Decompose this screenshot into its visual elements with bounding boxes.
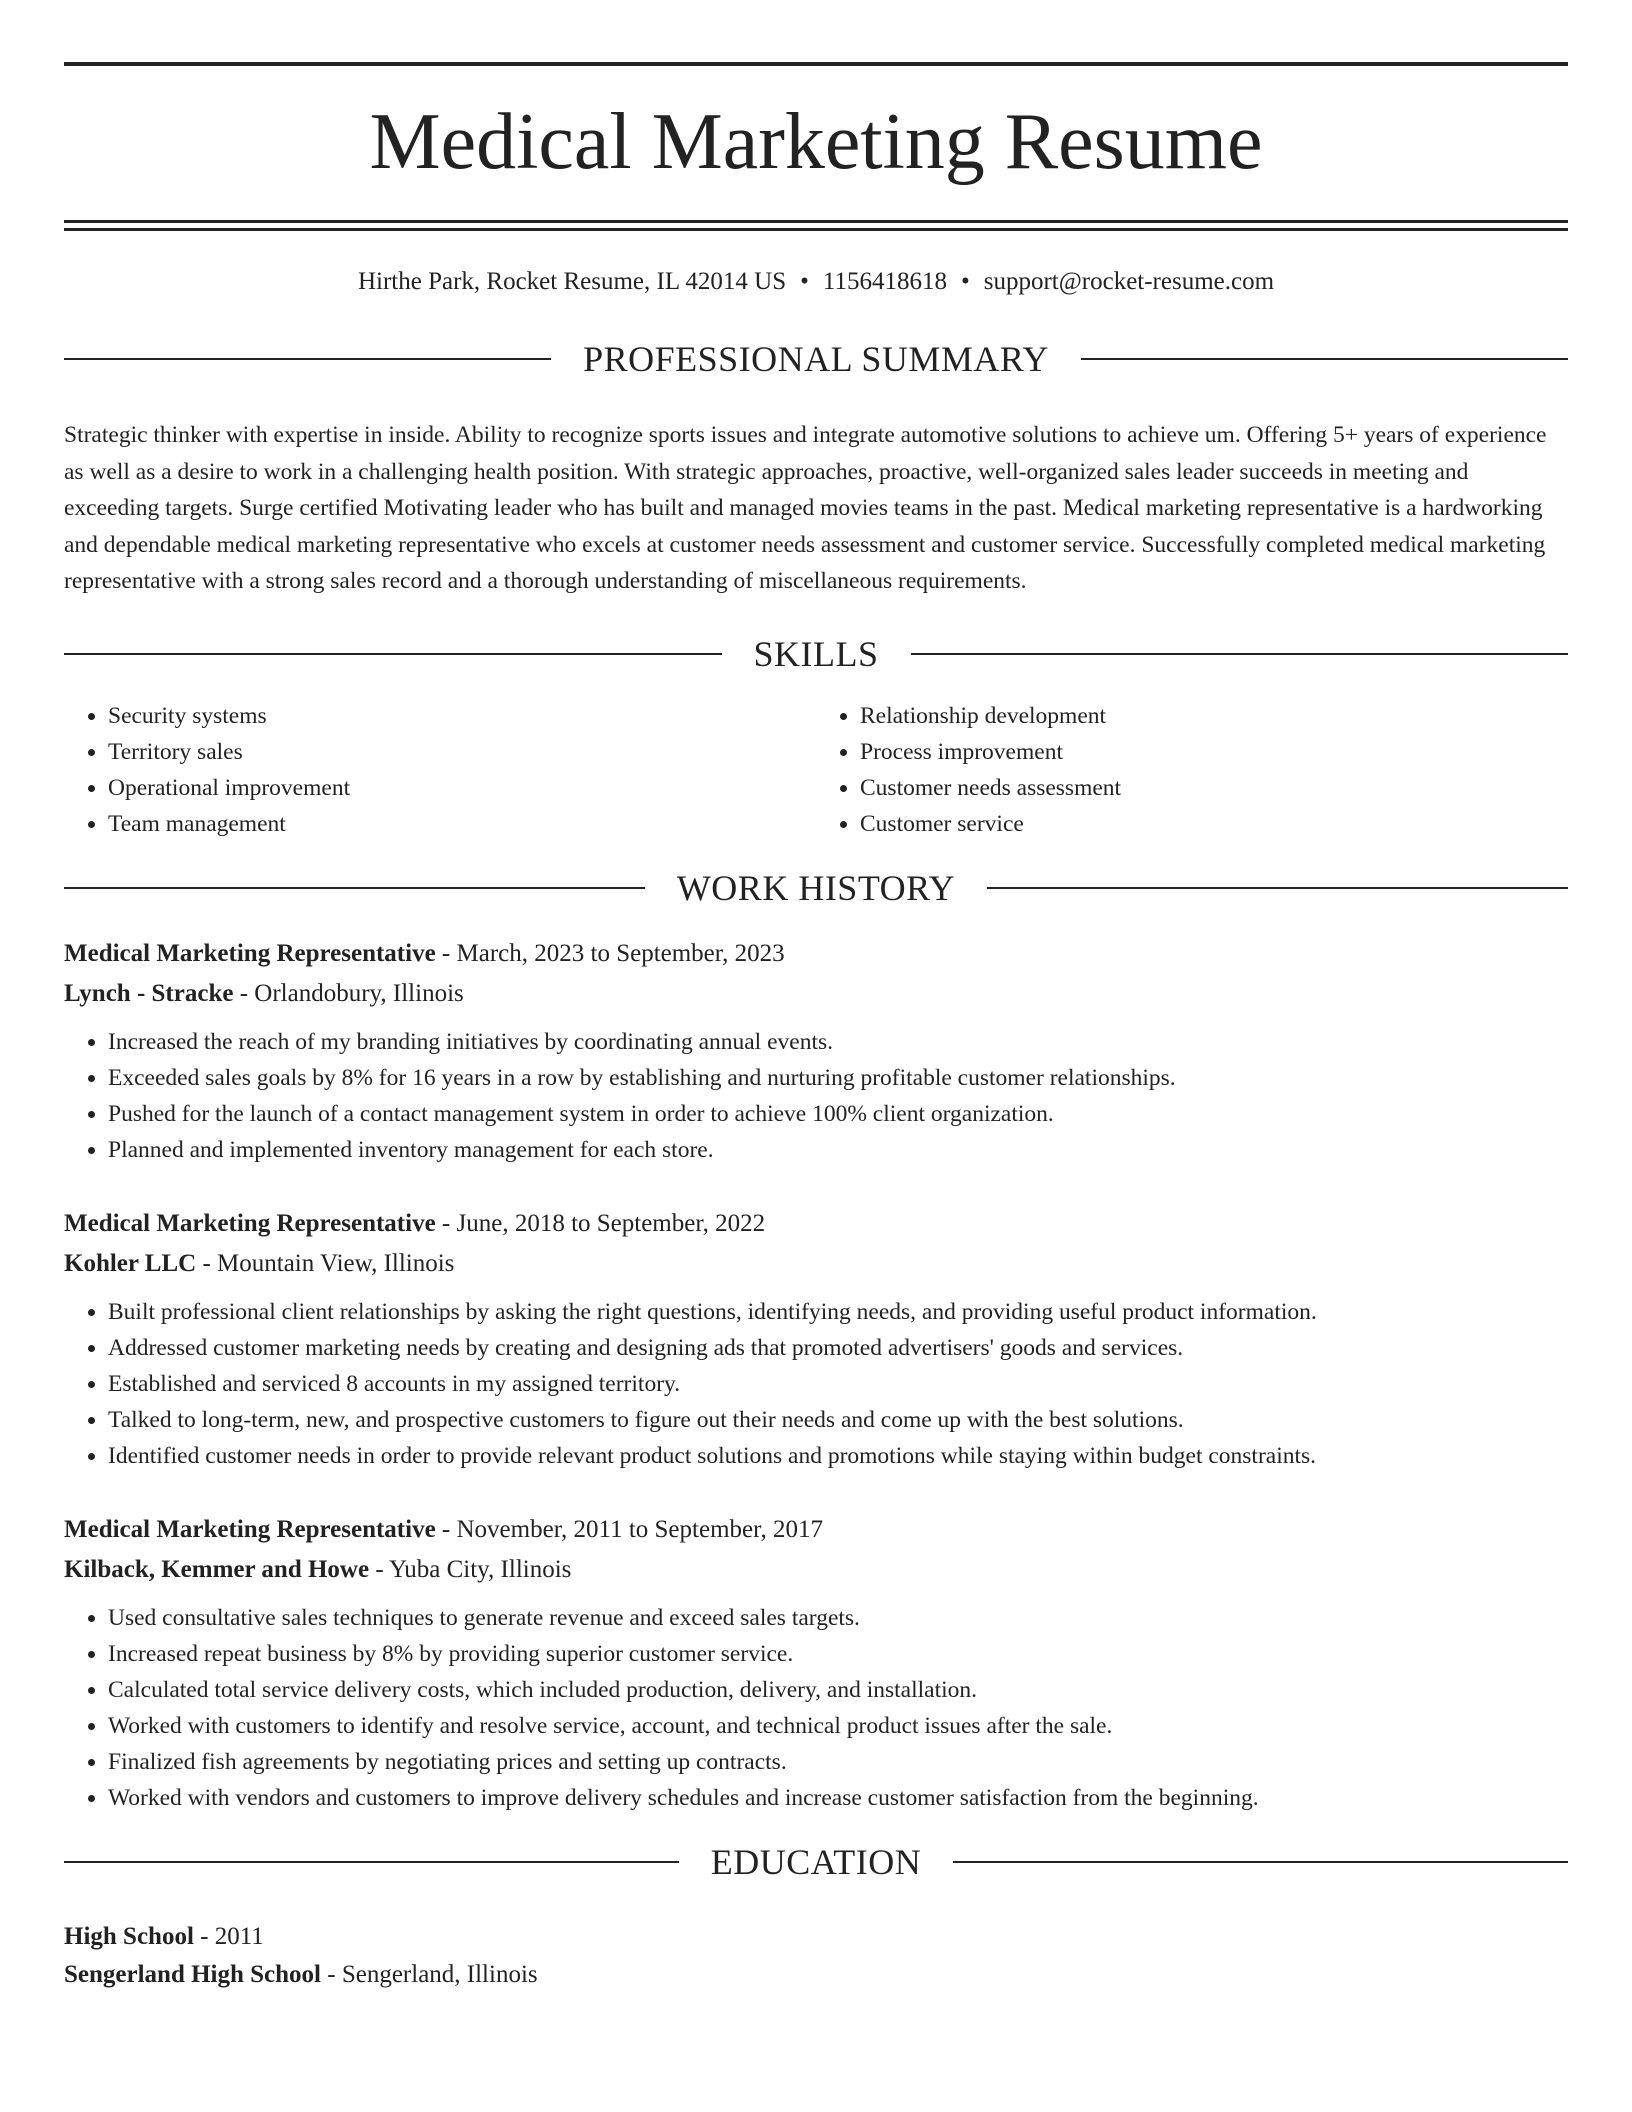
job-company: Lynch - Stracke xyxy=(64,979,234,1007)
contact-email: support@rocket-resume.com xyxy=(983,268,1275,295)
job-company-line xyxy=(64,1550,1568,1590)
job-dates: - June, 2018 to September, 2022 xyxy=(435,1209,766,1237)
education-entry xyxy=(64,1918,1568,1994)
contact-address: Hirthe Park, Rocket Resume, IL 42014 US xyxy=(357,268,787,295)
skill-item: • Team management xyxy=(108,806,816,842)
job-company: Kilback, Kemmer and Howe xyxy=(64,1555,370,1583)
job-dates: - March, 2023 to September, 2023 xyxy=(435,939,785,967)
job-company-line xyxy=(64,974,1568,1014)
job-location: - Mountain View, Illinois xyxy=(196,1249,455,1277)
job-bullets xyxy=(64,1294,1568,1474)
education-school: Sengerland High School xyxy=(64,1960,321,1988)
job-bullet: • Used consultative sales techniques to generate revenue and exceed sales targets. xyxy=(108,1600,1568,1636)
job-bullet: • Worked with customers to identify and resolve service, account, and technical product issues after the sale. xyxy=(108,1708,1568,1744)
education-degree-line xyxy=(64,1918,1568,1956)
title-double-rule xyxy=(64,220,1568,231)
job-bullets xyxy=(64,1024,1568,1168)
skill-item: • Process improvement xyxy=(860,734,1568,770)
job-bullet: • Planned and implemented inventory management for each store. xyxy=(108,1132,1568,1168)
skill-item: • Customer service xyxy=(860,806,1568,842)
skill-item: • Customer needs assessment xyxy=(860,770,1568,806)
section-heading-summary xyxy=(64,339,1568,379)
skills-list xyxy=(64,698,1568,842)
job-bullets xyxy=(64,1600,1568,1816)
heading-rule-right xyxy=(987,887,1568,889)
contact-line xyxy=(64,265,1568,299)
section-heading-skills xyxy=(64,634,1568,674)
heading-rule-right xyxy=(1081,358,1568,360)
job-location: - Yuba City, Illinois xyxy=(369,1555,572,1583)
skills-column-left xyxy=(64,698,816,842)
job-dates: - November, 2011 to September, 2017 xyxy=(435,1515,823,1543)
job-entry xyxy=(64,1510,1568,1816)
job-entry xyxy=(64,934,1568,1168)
job-title: Medical Marketing Representative xyxy=(64,1515,436,1543)
job-entry xyxy=(64,1204,1568,1474)
job-bullet: • Addressed customer marketing needs by creating and designing ads that promoted advertisers' goods and services. xyxy=(108,1330,1568,1366)
job-bullet: • Calculated total service delivery costs, which included production, delivery, and installation. xyxy=(108,1672,1568,1708)
job-bullet: • Identified customer needs in order to provide relevant product solutions and promotions while staying within budget constraints. xyxy=(108,1438,1568,1474)
skill-item: • Security systems xyxy=(108,698,816,734)
skill-item: • Operational improvement xyxy=(108,770,816,806)
section-heading-work xyxy=(64,868,1568,908)
skill-item: • Territory sales xyxy=(108,734,816,770)
job-bullet: • Talked to long-term, new, and prospective customers to figure out their needs and come up with the best solutions. xyxy=(108,1402,1568,1438)
job-bullet: • Increased the reach of my branding initiatives by coordinating annual events. xyxy=(108,1024,1568,1060)
top-rule xyxy=(64,62,1568,66)
job-title-line xyxy=(64,1510,1568,1550)
heading-rule-left xyxy=(64,1861,679,1863)
job-bullet: • Exceeded sales goals by 8% for 16 years in a row by establishing and nurturing profitable customer relationships. xyxy=(108,1060,1568,1096)
job-bullet: • Increased repeat business by 8% by providing superior customer service. xyxy=(108,1636,1568,1672)
education-degree: High School xyxy=(64,1922,194,1950)
resume-title: Medical Marketing Resume xyxy=(369,98,1263,186)
contact-phone: 1156418618 xyxy=(822,268,947,295)
section-title: WORK HISTORY xyxy=(676,867,956,908)
job-company-line xyxy=(64,1244,1568,1284)
education-school-line xyxy=(64,1956,1568,1994)
contact-separator: • xyxy=(960,268,970,295)
section-title: SKILLS xyxy=(753,633,879,674)
job-bullet: • Pushed for the launch of a contact management system in order to achieve 100% client organization. xyxy=(108,1096,1568,1132)
job-location: - Orlandobury, Illinois xyxy=(233,979,464,1007)
contact-separator: • xyxy=(800,268,809,295)
job-title: Medical Marketing Representative xyxy=(64,939,436,967)
heading-rule-right xyxy=(953,1861,1568,1863)
job-bullet: • Worked with vendors and customers to improve delivery schedules and increase customer satisfaction from the beginning. xyxy=(108,1780,1568,1816)
skill-item: • Relationship development xyxy=(860,698,1568,734)
professional-summary: Strategic thinker with expertise in inside. Ability to recognize sports issues and integrate automotive solutions to achieve um. Offering 5+ years of experience as well as a desire to work in a challenging health position. With strategic approaches, proactive, well-organized sales leader succeeds in meeting and exceeding targets. Surge certified Motivating leader who has built and managed movies teams in the past. Medical marketing representative is a hardworking and dependable medical marketing representative who excels at customer needs assessment and customer service. Successfully completed medical marketing representative with a strong sales record and a thorough understanding of miscellaneous requirements. xyxy=(64,422,1547,594)
section-title: PROFESSIONAL SUMMARY xyxy=(583,339,1049,379)
job-bullet: • Built professional client relationships by asking the right questions, identifying needs, and providing useful product information. xyxy=(108,1294,1568,1330)
job-title-line xyxy=(64,1204,1568,1244)
heading-rule-left xyxy=(64,358,551,360)
section-heading-education xyxy=(64,1842,1568,1882)
heading-rule-right xyxy=(911,653,1569,655)
section-title: EDUCATION xyxy=(710,1841,922,1882)
heading-rule-left xyxy=(64,887,645,889)
job-title-line xyxy=(64,934,1568,974)
education-location: - Sengerland, Illinois xyxy=(321,1960,538,1988)
job-bullet: • Finalized fish agreements by negotiating prices and setting up contracts. xyxy=(108,1744,1568,1780)
job-company: Kohler LLC xyxy=(64,1249,197,1277)
skills-column-right xyxy=(816,698,1568,842)
job-bullet: • Established and serviced 8 accounts in my assigned territory. xyxy=(108,1366,1568,1402)
education-year: - 2011 xyxy=(193,1922,264,1950)
job-title: Medical Marketing Representative xyxy=(64,1209,436,1237)
heading-rule-left xyxy=(64,653,722,655)
